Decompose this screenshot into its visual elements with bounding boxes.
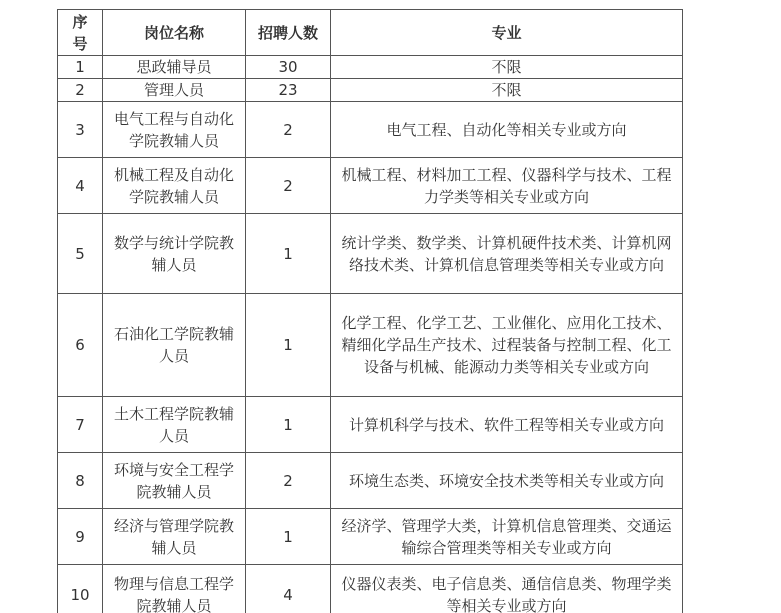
cell-index: 3: [58, 102, 103, 158]
cell-index: 7: [58, 397, 103, 453]
cell-major: 计算机科学与技术、软件工程等相关专业或方向: [331, 397, 683, 453]
cell-major: 化学工程、化学工艺、工业催化、应用化工技术、精细化学品生产技术、过程装备与控制工程、化工设备与机械、能源动力类等相关专业或方向: [331, 294, 683, 397]
cell-major: 统计学类、数学类、计算机硬件技术类、计算机网络技术类、计算机信息管理类等相关专业或方向: [331, 214, 683, 294]
table-row: [58, 453, 683, 509]
cell-name: 思政辅导员: [103, 56, 246, 79]
cell-count: 2: [246, 158, 331, 214]
header-major: 专业: [331, 10, 683, 56]
cell-index: 9: [58, 509, 103, 565]
cell-index: 5: [58, 214, 103, 294]
cell-name: 石油化工学院教辅人员: [103, 294, 246, 397]
cell-major: 仪器仪表类、电子信息类、通信信息类、物理学类等相关专业或方向: [331, 565, 683, 613]
cell-name: 管理人员: [103, 79, 246, 102]
recruitment-table: [57, 9, 683, 613]
cell-index: 1: [58, 56, 103, 79]
cell-name: 电气工程与自动化学院教辅人员: [103, 102, 246, 158]
table-row: [58, 79, 683, 102]
table-row: [58, 102, 683, 158]
cell-name: 物理与信息工程学院教辅人员: [103, 565, 246, 613]
cell-count: 2: [246, 453, 331, 509]
header-count: 招聘人数: [246, 10, 331, 56]
cell-count: 30: [246, 56, 331, 79]
cell-index: 10: [58, 565, 103, 613]
cell-index: 2: [58, 79, 103, 102]
cell-index: 6: [58, 294, 103, 397]
cell-index: 8: [58, 453, 103, 509]
cell-count: 23: [246, 79, 331, 102]
cell-major: 环境生态类、环境安全技术类等相关专业或方向: [331, 453, 683, 509]
table-row: [58, 397, 683, 453]
cell-name: 经济与管理学院教辅人员: [103, 509, 246, 565]
cell-count: 4: [246, 565, 331, 613]
cell-name: 环境与安全工程学院教辅人员: [103, 453, 246, 509]
cell-major: 经济学、管理学大类，计算机信息管理类、交通运输综合管理类等相关专业或方向: [331, 509, 683, 565]
table-row: [58, 56, 683, 79]
cell-name: 机械工程及自动化学院教辅人员: [103, 158, 246, 214]
cell-major: 不限: [331, 56, 683, 79]
table-header-row: [58, 10, 683, 56]
cell-count: 1: [246, 294, 331, 397]
table-row: [58, 509, 683, 565]
cell-count: 1: [246, 509, 331, 565]
cell-major: 机械工程、材料加工工程、仪器科学与技术、工程力学类等相关专业或方向: [331, 158, 683, 214]
cell-index: 4: [58, 158, 103, 214]
cell-major: 不限: [331, 79, 683, 102]
cell-name: 数学与统计学院教辅人员: [103, 214, 246, 294]
header-name: 岗位名称: [103, 10, 246, 56]
header-index: 序号: [58, 10, 103, 56]
cell-name: 土木工程学院教辅人员: [103, 397, 246, 453]
cell-count: 1: [246, 214, 331, 294]
table-row: [58, 158, 683, 214]
table-row: [58, 565, 683, 613]
cell-count: 1: [246, 397, 331, 453]
table-row: [58, 214, 683, 294]
cell-count: 2: [246, 102, 331, 158]
table-row: [58, 294, 683, 397]
cell-major: 电气工程、自动化等相关专业或方向: [331, 102, 683, 158]
